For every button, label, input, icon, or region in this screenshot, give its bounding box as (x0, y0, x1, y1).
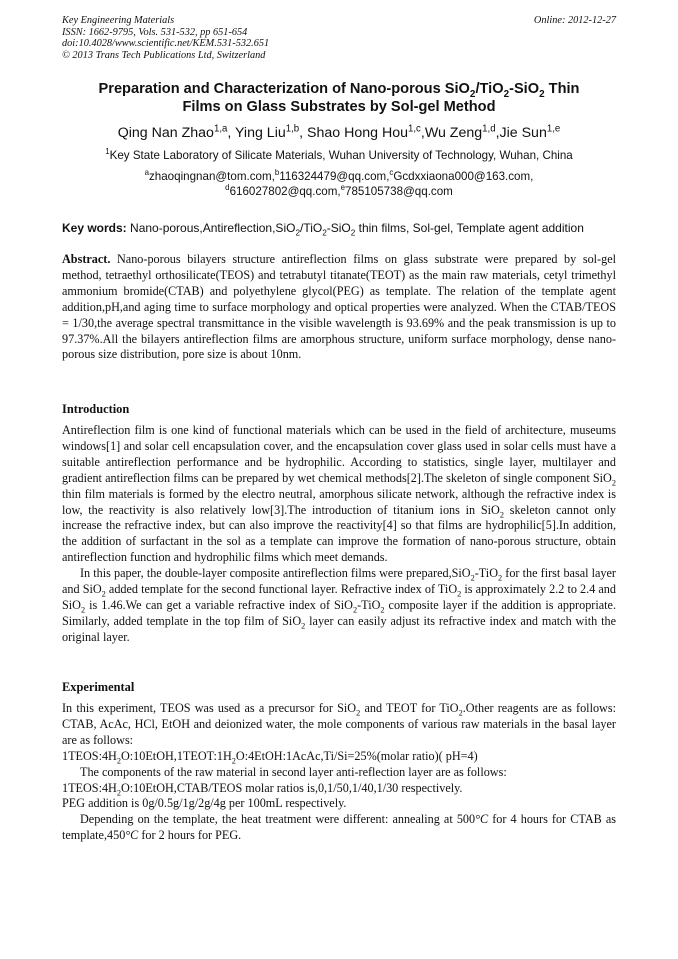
journal-name: Key Engineering Materials (62, 15, 175, 26)
experimental-heading: Experimental (62, 680, 135, 694)
author-name: Shao Hong Hou (307, 125, 409, 141)
email-link[interactable]: Gcdxxiaona000@163.com, (393, 170, 534, 183)
email-link[interactable]: zhaoqingnan@tom.com, (148, 170, 275, 183)
email-link[interactable]: 116324479@qq.com, (279, 170, 390, 183)
author-name: Qing Nan Zhao (117, 125, 214, 141)
keywords-label: Key words: (62, 221, 127, 235)
author-name: Jie Sun (499, 125, 547, 141)
introduction-heading: Introduction (62, 402, 130, 416)
experimental-paragraph-1: In this experiment, TEOS was used as a precursor for SiO$_2$ and TEOT for TiO$_2$.Other reagents are as follows: CTAB, AcAc, HCl, EtOH and deionized water, the mole components of various raw materials in the basal layer are as follows: (62, 701, 616, 747)
introduction-paragraph-2: In this paper, the double-layer composite antireflection films were prepared,SiO$_2$-TiO$_2$ for the first basal layer and SiO$_2$ added template for the second functional layer. Refractive index of TiO$_2$ is approximately 2.2 to 2.4 and SiO$_2$ is 1.46.We can get a variable refractive index of SiO$_2$-TiO$_2$ composite layer if the addition is appropriate. Similarly, added template in the top film of SiO$_2$ layer can easily adjust its refractive index and match with the original layer. (62, 566, 616, 644)
author-name: Ying Liu (235, 125, 286, 141)
introduction-body (62, 423, 616, 646)
peg-addition-line: PEG addition is 0g/0.5g/1g/2g/4g per 100mL respectively. (62, 796, 347, 811)
author-name: Wu Zeng (424, 125, 483, 141)
doi-line: doi:10.4028/www.scientific.net/KEM.531-532.651 (62, 38, 270, 50)
basal-layer-formula: $1TEOS:4H_2O:10EtOH,1TEOT:1H_2O:4EtOH:1AcAc,Ti/Si=25\%(molar$ ratio)( pH=4) (62, 748, 478, 766)
title-line-2: Films on Glass Substrates by Sol-gel Method (182, 99, 496, 115)
abstract-text: Nano-porous bilayers structure antireflection films on glass substrate were prepared by sol-gel method, tetraethyl orthosilicate(TEOS) and tetrabutyl titanate(TEOT) as the main raw materials, cetyl trimethyl ammonium bromide(CTAB) and polyethylene glycol(PEG) as template. The relation of the template agent addition,pH,and aging time to surface morphology and optical properties were analyzed. When the CTAB/TEOS = 1/30,the average spectral transmittance in the visible wavelength is 93.69% and the peak transmission is up to 97.37%.All the bilayers antireflection films are amorphous structure, uniform surface morphology, dense nano-porous size distribution, pore size is about 10nm. (62, 252, 616, 362)
keywords: Key words: Nano-porous,Antireflection,SiO$_2$/TiO$_2$-SiO$_2$ thin films, Sol-gel, Template agent addition (62, 221, 584, 238)
title-line-1: Preparation and Characterization of Nano-porous SiO$_2$/TiO$_2$-SiO$_2$ Thin (98, 81, 580, 100)
email-line-2: $^d$616027802@qq.com,$^e$785105738@qq.com (225, 183, 453, 198)
issn-line: ISSN: 1662-9795, Vols. 531-532, pp 651-654 (62, 26, 248, 38)
experimental-paragraph-2: The components of the raw material in second layer anti-reflection layer are as follows: (80, 764, 507, 779)
introduction-paragraph-1: Antireflection film is one kind of functional materials which can be used in the field of architecture, museums windows[1] and solar cell encapsulation cover, and the encapsulation cover glass used in solar cells must have a suitable antireflection performance and be hydrophilic. According to statistics, single layer, multilayer and gradient antireflection films can be prepared by wet chemical methods[2].The skeleton of single component SiO$_2$ thin film materials is formed by the electro neutral, amorphous silicate network, although the refractive index is low, the reactivity is also relatively low[3].The introduction of titanium ions in SiO$_2$ skeleton cannot only increase the refractive index, but can also improve the reactivity[4] so that films are hydrophilic[5].In addition, the addition of surfactant in the sol as a template can improve the formation of nano-porous structure, obtain antireflection function and hydrophilic films which meet demands. (62, 423, 616, 565)
email-line-1: $^a$zhaoqingnan@tom.com,$^b$116324479@qq.com,$^c$Gcdxxiaona000@163.com, (144, 168, 534, 183)
copyright-line: © 2013 Trans Tech Publications Ltd, Switzerland (62, 49, 266, 61)
affiliation: $^1$Key State Laboratory of Silicate Materials, Wuhan University of Technology, Wuhan, China (105, 147, 573, 162)
experimental-paragraph-3: Depending on the template, the heat treatment were different: annealing at 500°C for 4 hours for CTAB as template,450°C for 2 hours for PEG. (62, 812, 616, 843)
experimental-body (62, 701, 616, 844)
second-layer-formula: $1TEOS:4H_2O:10EtOH,CTAB$/TEOS molar ratios is,0,1/50,1/40,1/30 respectively. (62, 780, 463, 797)
email-link[interactable]: 616027802@qq.com, (229, 185, 341, 198)
paper-title (62, 80, 616, 116)
author-emails (62, 169, 616, 199)
email-link[interactable]: 785105738@qq.com (345, 185, 453, 198)
journal-info (62, 15, 616, 61)
online-date: Online: 2012-12-27 (533, 15, 616, 26)
journal-header (62, 15, 616, 61)
author-list: Qing Nan Zhao$^{1,a}$, Ying Liu$^{1,b}$, Shao Hong Hou$^{1,c}$,Wu Zeng$^{1,d}$,Jie Sun$^{1,e}$ (117, 123, 561, 141)
abstract (62, 252, 616, 363)
abstract-label: Abstract. (62, 252, 111, 266)
